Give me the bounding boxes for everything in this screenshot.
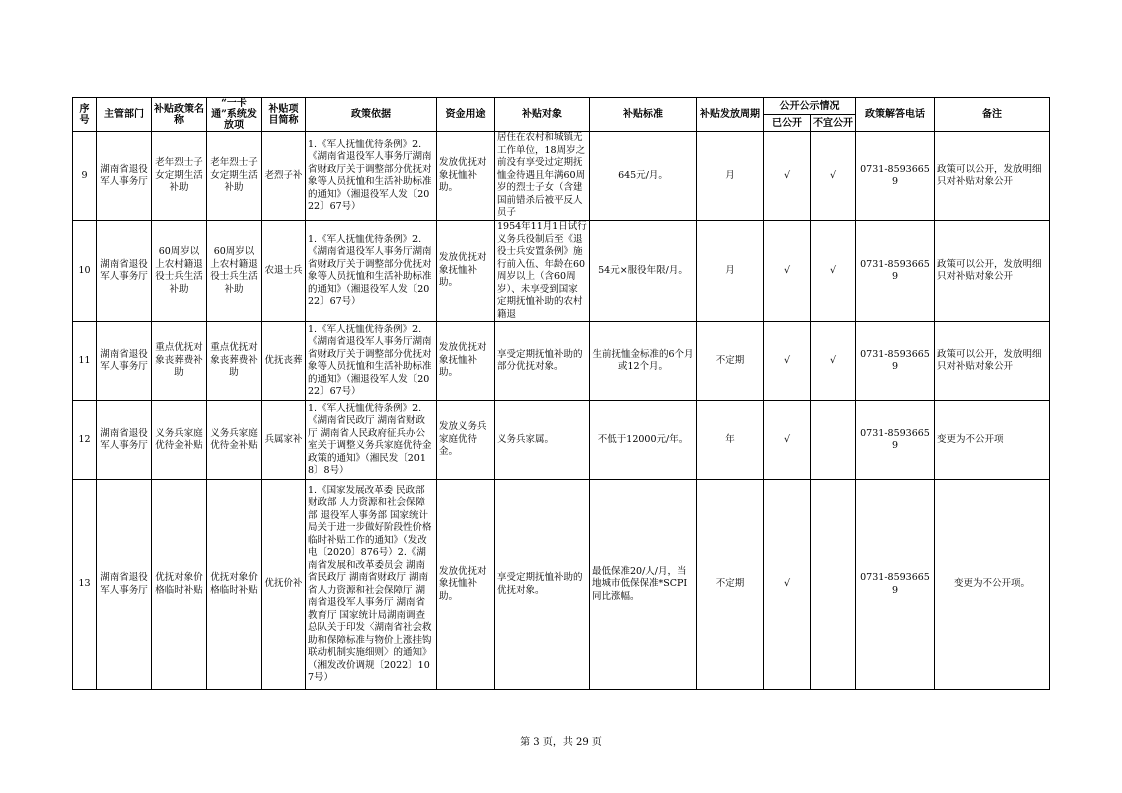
cell-published: √ bbox=[764, 221, 811, 322]
cell-basis bbox=[306, 480, 437, 690]
cell-dept: 湖南省退役军人事务厅 bbox=[97, 221, 152, 322]
basis-text: 1.《军人抚恤优待条例》2.《湖南省民政厅 湖南省财政厅 湖南省人民政府征兵办公室关于调整义务兵家庭优待金政策的通知》（湘民发〔2018〕8号） bbox=[308, 402, 432, 476]
table-row bbox=[73, 322, 1050, 401]
page-footer: 第 3 页，共 29 页 bbox=[520, 737, 602, 748]
cell-dept: 湖南省退役军人事务厅 bbox=[97, 132, 152, 221]
cell-usage: 发放优抚对象抚恤补助。 bbox=[437, 322, 495, 401]
cell-standard: 645元/月。 bbox=[590, 132, 697, 221]
header-standard: 补贴标准 bbox=[590, 98, 697, 132]
table-row bbox=[73, 480, 1050, 690]
cell-standard: 最低保准20/人/月，当地城市低保保准*SCPI同比涨幅。 bbox=[590, 480, 697, 690]
cell-card-item: 重点优抚对象丧葬费补助 bbox=[207, 322, 262, 401]
cell-basis bbox=[306, 132, 437, 221]
cell-short-name: 兵属家补 bbox=[262, 401, 306, 480]
cell-remark: 变更为不公开项 bbox=[935, 401, 1050, 480]
basis-text: 1.《军人抚恤优待条例》2.《湖南省退役军人事务厅湖南省财政厅关于调整部分优抚对象等人员抚恤和生活补助标准的通知》（湘退役军人发〔2022〕67号） bbox=[308, 138, 432, 212]
cell-seq: 11 bbox=[73, 322, 97, 401]
header-public-status: 公开公示情况 bbox=[764, 98, 856, 115]
cell-not-suitable: √ bbox=[811, 322, 856, 401]
target-text: 居住在农村和城镇无工作单位，18周岁之前没有享受过定期抚恤金待遇且年满60周岁的烈士子女（含建国前错杀后被平反人员子 bbox=[497, 132, 586, 219]
cell-seq: 13 bbox=[73, 480, 97, 690]
cell-card-item: 优抚对象价格临时补贴 bbox=[207, 480, 262, 690]
basis-text: 1.《军人抚恤优待条例》2.《湖南省退役军人事务厅湖南省财政厅关于调整部分优抚对象等人员抚恤和生活补助标准的通知》（湘退役军人发〔2022〕67号） bbox=[308, 323, 432, 397]
cell-published: √ bbox=[764, 401, 811, 480]
cell-policy-name: 优抚对象价格临时补贴 bbox=[152, 480, 207, 690]
cell-basis bbox=[306, 221, 437, 322]
subsidy-table bbox=[72, 97, 1050, 690]
cell-cycle: 年 bbox=[697, 401, 764, 480]
cell-not-suitable: √ bbox=[811, 132, 856, 221]
cell-target: 享受定期抚恤补助的部分优抚对象。 bbox=[495, 322, 590, 401]
cell-standard: 54元×服役年限/月。 bbox=[590, 221, 697, 322]
cell-short-name: 优抚价补 bbox=[262, 480, 306, 690]
cell-dept: 湖南省退役军人事务厅 bbox=[97, 480, 152, 690]
cell-target bbox=[495, 221, 590, 322]
cell-cycle: 不定期 bbox=[697, 322, 764, 401]
header-remark: 备注 bbox=[935, 98, 1050, 132]
cell-cycle: 月 bbox=[697, 132, 764, 221]
table-row bbox=[73, 221, 1050, 322]
cell-remark: 变更为不公开项。 bbox=[935, 480, 1050, 690]
table-row bbox=[73, 132, 1050, 221]
cell-cycle: 月 bbox=[697, 221, 764, 322]
cell-policy-name: 重点优抚对象丧葬费补助 bbox=[152, 322, 207, 401]
cell-basis bbox=[306, 401, 437, 480]
basis-text: 1.《军人抚恤优待条例》2.《湖南省退役军人事务厅湖南省财政厅关于调整部分优抚对象等人员抚恤和生活补助标准的通知》（湘退役军人发〔2022〕67号） bbox=[308, 233, 432, 307]
cell-seq: 10 bbox=[73, 221, 97, 322]
header-basis: 政策依据 bbox=[306, 98, 437, 132]
cell-published: √ bbox=[764, 322, 811, 401]
cell-target bbox=[495, 132, 590, 221]
cell-card-item: 老年烈士子女定期生活补助 bbox=[207, 132, 262, 221]
header-dept: 主管部门 bbox=[97, 98, 152, 132]
cell-seq: 12 bbox=[73, 401, 97, 480]
cell-short-name: 优抚丧葬 bbox=[262, 322, 306, 401]
header-published: 已公开 bbox=[764, 115, 811, 132]
cell-card-item: 义务兵家庭优待金补贴 bbox=[207, 401, 262, 480]
cell-policy-name: 义务兵家庭优待金补贴 bbox=[152, 401, 207, 480]
header-card-item: “一卡通”系统发放项 bbox=[207, 98, 262, 132]
cell-usage: 发放优抚对象抚恤补助。 bbox=[437, 132, 495, 221]
cell-target: 享受定期抚恤补助的优抚对象。 bbox=[495, 480, 590, 690]
cell-short-name: 农退士兵 bbox=[262, 221, 306, 322]
cell-short-name: 老烈子补 bbox=[262, 132, 306, 221]
cell-standard: 生前抚恤金标准的6个月或12个月。 bbox=[590, 322, 697, 401]
cell-policy-name: 60周岁以上农村籍退役士兵生活补助 bbox=[152, 221, 207, 322]
cell-usage: 发放优抚对象抚恤补助。 bbox=[437, 480, 495, 690]
header-phone: 政策解答电话 bbox=[856, 98, 935, 132]
header-policy-name: 补贴政策名称 bbox=[152, 98, 207, 132]
cell-remark: 政策可以公开，发放明细只对补贴对象公开 bbox=[935, 132, 1050, 221]
header-cycle: 补贴发放周期 bbox=[697, 98, 764, 132]
cell-phone: 0731-85936659 bbox=[856, 322, 935, 401]
cell-phone: 0731-85936659 bbox=[856, 480, 935, 690]
header-short-name: 补贴项目简称 bbox=[262, 98, 306, 132]
cell-policy-name: 老年烈士子女定期生活补助 bbox=[152, 132, 207, 221]
cell-usage: 发放优抚对象抚恤补助。 bbox=[437, 221, 495, 322]
cell-remark: 政策可以公开，发放明细只对补贴对象公开 bbox=[935, 322, 1050, 401]
header-usage: 资金用途 bbox=[437, 98, 495, 132]
cell-standard: 不低于12000元/年。 bbox=[590, 401, 697, 480]
cell-phone: 0731-85936659 bbox=[856, 132, 935, 221]
table-row bbox=[73, 401, 1050, 480]
cell-not-suitable bbox=[811, 480, 856, 690]
cell-seq: 9 bbox=[73, 132, 97, 221]
basis-text: 1.《国家发展改革委 民政部 财政部 人力资源和社会保障部 退役军人事务部 国家统计局关于进一步做好阶段性价格临时补贴工作的通知》（发改电〔2020〕876号）2.《湖南省发展和改革委员会 湖南省民政厅 湖南省财政厅 湖南省人力资源和社会保障厅 湖南省退役军人事务厅 湖南省教育厅 国家统计局湖南调查总队关于印发〈湖南省社会救助和保障标准与物价上涨挂钩联动机制实施细则〉的通知》（湘发改价调规〔2022〕107号） bbox=[308, 484, 432, 683]
cell-phone: 0731-85936659 bbox=[856, 401, 935, 480]
cell-published: √ bbox=[764, 480, 811, 690]
cell-not-suitable bbox=[811, 401, 856, 480]
header-target: 补贴对象 bbox=[495, 98, 590, 132]
cell-dept: 湖南省退役军人事务厅 bbox=[97, 322, 152, 401]
cell-remark: 政策可以公开，发放明细只对补贴对象公开 bbox=[935, 221, 1050, 322]
cell-card-item: 60周岁以上农村籍退役士兵生活补助 bbox=[207, 221, 262, 322]
cell-basis bbox=[306, 322, 437, 401]
cell-phone: 0731-85936659 bbox=[856, 221, 935, 322]
header-not-suitable: 不宜公开 bbox=[811, 115, 856, 132]
cell-published: √ bbox=[764, 132, 811, 221]
cell-not-suitable: √ bbox=[811, 221, 856, 322]
target-text: 1954年11月1日试行义务兵役制后至《退役士兵安置条例》施行前入伍、年龄在60周岁以上（含60周岁）、未享受到国家定期抚恤补助的农村籍退 bbox=[497, 221, 587, 320]
cell-cycle: 不定期 bbox=[697, 480, 764, 690]
cell-dept: 湖南省退役军人事务厅 bbox=[97, 401, 152, 480]
cell-target: 义务兵家属。 bbox=[495, 401, 590, 480]
cell-usage: 发放义务兵家庭优待金。 bbox=[437, 401, 495, 480]
header-seq: 序号 bbox=[73, 98, 97, 132]
